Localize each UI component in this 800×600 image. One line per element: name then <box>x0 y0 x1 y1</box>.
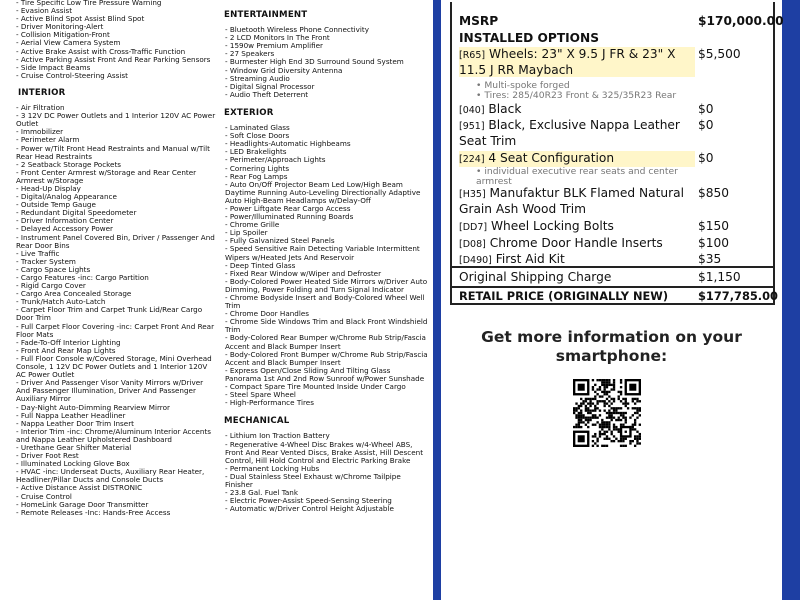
interior-item: - Urethane Gear Shifter Material <box>16 442 132 452</box>
entertainment-item: - Bluetooth Wireless Phone Connectivity <box>225 25 369 35</box>
entertainment-item: - Window Grid Diversity Antenna <box>225 65 343 75</box>
option-row <box>459 47 769 77</box>
msrp-label: MSRP <box>459 14 499 28</box>
mechanical-item: - Regenerative 4-Wheel Disc Brakes w/4-Wheel ABS, Front And Rear Vented Discs, Brake Assist, Hill Descent Control, Hill Hold Control and Electric Parking Brake <box>225 439 424 465</box>
interior-item: - Remote Releases -Inc: Hands-Free Access <box>16 507 171 517</box>
installed-options-title: INSTALLED OPTIONS <box>459 31 600 45</box>
interior-item: - Instrument Panel Covered Bin, Driver / Passenger And Rear Door Bins <box>16 232 215 250</box>
interior-item: - Day-Night Auto-Dimming Rearview Mirror <box>16 402 170 412</box>
option-name: 4 Seat Configuration <box>484 151 615 165</box>
entertainment-item: - 1590w Premium Amplifier <box>225 41 323 51</box>
option-name: Black, Exclusive Nappa Leather Seat Trim <box>459 118 680 148</box>
entertainment-feature-list <box>225 26 428 99</box>
exterior-item: - Body-Colored Power Heated Side Mirrors w/Driver Auto Dimming, Power Folding and Turn Signal Indicator <box>225 276 428 294</box>
exterior-item: - Chrome Side Windows Trim and Black Front Windshield Trim <box>225 317 428 335</box>
interior-item: - Driver And Passenger Visor Vanity Mirrors w/Driver And Passenger Illumination, Driver And Passenger Auxiliary Mirror <box>16 378 204 404</box>
interior-item: - Delayed Accessory Power <box>16 224 113 234</box>
feature-item: - Collision Mitigation-Front <box>16 30 110 40</box>
feature-item: - Active Parking Assist Front And Rear Parking Sensors <box>16 54 211 64</box>
options-panel-border <box>433 0 800 600</box>
feature-item: - Side Impact Beams <box>16 62 91 72</box>
exterior-item: - High-Performance Tires <box>225 398 314 408</box>
entertainment-heading: ENTERTAINMENT <box>224 10 308 20</box>
exterior-item: - Chrome Door Handles <box>225 309 310 319</box>
option-price: $100 <box>698 236 730 250</box>
options-panel <box>441 0 782 600</box>
option-label <box>459 219 695 235</box>
exterior-item: - Headlights-Automatic Highbeams <box>225 139 351 149</box>
option-price: $0 <box>698 102 714 116</box>
interior-item: - Power w/Tilt Front Head Restraints and Manual w/Tilt Rear Head Restraints <box>16 143 210 161</box>
exterior-item: - Compact Spare Tire Mounted Inside Under Cargo <box>225 382 406 392</box>
interior-heading: INTERIOR <box>18 87 66 98</box>
shipping-label: Original Shipping Charge <box>459 270 612 284</box>
option-price: $0 <box>698 151 714 165</box>
shipping-row <box>459 270 769 284</box>
option-code: [R65] <box>459 50 486 61</box>
retail-row <box>459 289 778 303</box>
exterior-item: - Laminated Glass <box>225 123 290 133</box>
interior-item: - Active Distance Assist DISTRONIC <box>16 483 143 493</box>
interior-item: - Cargo Features -inc: Cargo Partition <box>16 273 149 282</box>
retail-value: $177,785.00 <box>698 289 778 303</box>
exterior-feature-list <box>225 124 428 407</box>
interior-item: - Rigid Cargo Cover <box>16 281 86 291</box>
option-row <box>459 102 769 118</box>
exterior-item: - Body-Colored Rear Bumper w/Chrome Rub Strip/Fascia Accent and Black Bumper Insert <box>225 333 426 351</box>
interior-item: - HVAC -inc: Underseat Ducts, Auxiliary Rear Heater, Headliner/Pillar Ducts and Console Ducts <box>16 467 205 485</box>
option-row <box>459 219 769 235</box>
interior-item: - Outside Temp Gauge <box>16 200 96 210</box>
interior-item: - Tracker System <box>16 256 76 266</box>
exterior-item: - Speed Sensitive Rain Detecting Variable Intermittent Wipers w/Heated Jets And Reservoir <box>225 244 420 262</box>
interior-item: - Live Traffic <box>16 248 60 258</box>
option-price: $0 <box>698 118 714 132</box>
option-label <box>459 186 695 216</box>
entertainment-item: - 27 Speakers <box>225 49 275 59</box>
option-code: [DD7] <box>459 222 488 233</box>
option-row <box>459 186 769 216</box>
exterior-item: - Chrome Grille <box>225 220 280 230</box>
interior-item: - HomeLink Garage Door Transmitter <box>16 499 149 509</box>
entertainment-item: - Digital Signal Processor <box>225 81 315 91</box>
exterior-item: - Express Open/Close Sliding And Tilting Glass Panorama 1st And 2nd Row Sunroof w/Power Sunshade <box>225 365 425 383</box>
interior-item: - Front Center Armrest w/Storage and Rear Center Armrest w/Storage <box>16 167 197 185</box>
option-code: [H35] <box>459 189 486 200</box>
exterior-item: - Fixed Rear Window w/Wiper and Defroster <box>225 268 382 278</box>
exterior-item: - Fully Galvanized Steel Panels <box>225 236 335 246</box>
interior-item: - Redundant Digital Speedometer <box>16 208 137 218</box>
feature-item: - Active Blind Spot Assist Blind Spot <box>16 14 145 24</box>
entertainment-item: - 2 LCD Monitors In The Front <box>225 33 330 43</box>
feature-item: - Aerial View Camera System <box>16 38 121 48</box>
option-price: $150 <box>698 219 730 233</box>
exterior-item: - Auto On/Off Projector Beam Led Low/High Beam Daytime Running Auto-Leveling Directionally Adaptive Auto High-Beam Headlamps w/Delay-Off <box>225 179 421 205</box>
installed-options-box <box>450 2 784 305</box>
interior-item: - Driver Information Center <box>16 216 114 226</box>
interior-item: - Cruise Control <box>16 491 72 501</box>
sticker-column-left <box>16 0 216 600</box>
mechanical-item: - Automatic w/Driver Control Height Adjustable <box>225 504 394 514</box>
feature-item: - Evasion Assist <box>16 6 73 16</box>
option-row <box>459 151 769 167</box>
interior-item: - Front And Rear Map Lights <box>16 345 116 355</box>
shipping-value: $1,150 <box>698 270 741 284</box>
mechanical-item: - 23.8 Gal. Fuel Tank <box>225 488 299 498</box>
interior-item: - Fade-To-Off Interior Lighting <box>16 337 121 347</box>
mechanical-feature-list <box>225 432 428 513</box>
entertainment-item: - Burmester High End 3D Surround Sound System <box>225 57 404 67</box>
interior-item: - Head-Up Display <box>16 183 81 193</box>
interior-item: - 3 12V DC Power Outlets and 1 Interior 120V AC Power Outlet <box>16 111 216 129</box>
option-code: [D08] <box>459 239 486 250</box>
entertainment-item: - Audio Theft Deterrent <box>225 89 309 99</box>
feature-item: - Active Brake Assist with Cross-Traffic Function <box>16 46 186 56</box>
interior-item: - Carpet Floor Trim and Carpet Trunk Lid/Rear Cargo Door Trim <box>16 305 203 323</box>
msrp-row <box>459 14 784 28</box>
mechanical-heading: MECHANICAL <box>224 416 290 427</box>
option-detail: • Tires: 285/40R23 Front & 325/35R23 Rear <box>476 90 677 101</box>
exterior-item: - Soft Close Doors <box>225 131 290 141</box>
interior-item: - Full Floor Console w/Covered Storage, Mini Overhead Console, 1 12V DC Power Outlets and 1 Interior 120V AC Power Outlet <box>16 353 212 380</box>
option-label <box>459 118 695 148</box>
interior-item: - Full Carpet Floor Covering -inc: Carpet Front And Rear Floor Mats <box>16 321 215 339</box>
exterior-item: - Power Liftgate Rear Cargo Access <box>225 203 351 213</box>
entertainment-item: - Streaming Audio <box>225 73 290 83</box>
interior-item: - Cargo Space Lights <box>16 264 91 274</box>
interior-item: - Immobilizer <box>16 127 64 137</box>
option-price: $35 <box>698 252 722 266</box>
interior-item: - Trunk/Hatch Auto-Latch <box>16 297 106 307</box>
interior-feature-list <box>16 104 216 517</box>
option-name: Wheels: 23" X 9.5 J FR & 23" X 11.5 J RR Maybach <box>459 47 676 77</box>
exterior-item: - LED Brakelights <box>225 147 287 157</box>
shipping-divider <box>452 266 773 268</box>
option-price: $850 <box>698 186 730 200</box>
option-label <box>459 47 695 77</box>
option-code: [D490] <box>459 255 492 266</box>
interior-item: - 2 Seatback Storage Pockets <box>16 159 122 169</box>
exterior-item: - Power/Illuminated Running Boards <box>225 212 354 222</box>
option-name: Wheel Locking Bolts <box>487 219 614 233</box>
more-info-text: Get more information on your smartphone: <box>481 328 742 365</box>
interior-item: - Air Filtration <box>16 103 65 113</box>
interior-item: - Driver Foot Rest <box>16 451 79 461</box>
safety-feature-list <box>16 0 216 80</box>
option-name: Black <box>484 102 522 116</box>
option-label <box>459 236 695 252</box>
exterior-item: - Chrome Bodyside Insert and Body-Colored Wheel Well Trim <box>225 293 425 311</box>
interior-item: - Interior Trim -inc: Chrome/Aluminum Interior Accents and Nappa Leather Upholstered Dashboard <box>16 426 211 444</box>
exterior-item: - Rear Fog Lamps <box>225 171 288 181</box>
interior-item: - Nappa Leather Door Trim Insert <box>16 418 134 428</box>
mechanical-item: - Lithium Ion Traction Battery <box>225 431 330 441</box>
option-detail: • Multi-spoke forged <box>476 80 570 91</box>
feature-item: - Cruise Control-Steering Assist <box>16 70 128 80</box>
exterior-item: - Perimeter/Approach Lights <box>225 155 326 165</box>
msrp-value: $170,000.00 <box>698 14 784 28</box>
interior-item: - Digital/Analog Appearance <box>16 192 117 202</box>
option-name: First Aid Kit <box>491 252 565 266</box>
option-price: $5,500 <box>698 47 741 61</box>
qr-code-icon[interactable] <box>573 379 641 447</box>
interior-item: - Perimeter Alarm <box>16 135 80 145</box>
mechanical-item: - Permanent Locking Hubs <box>225 463 320 473</box>
exterior-item: - Lip Spoiler <box>225 228 268 238</box>
exterior-heading: EXTERIOR <box>224 107 274 118</box>
interior-item: - Cargo Area Concealed Storage <box>16 289 132 299</box>
option-code: [040] <box>459 105 485 116</box>
option-name: Chrome Door Handle Inserts <box>485 236 663 250</box>
option-code: [951] <box>459 121 485 132</box>
option-row <box>459 118 769 148</box>
interior-item: - Illuminated Locking Glove Box <box>16 459 130 469</box>
mechanical-item: - Dual Stainless Steel Exhaust w/Chrome Tailpipe Finisher <box>225 471 401 489</box>
option-detail: • individual executive rear seats and center armrest <box>476 166 678 187</box>
mechanical-item: - Electric Power-Assist Speed-Sensing Steering <box>225 496 392 506</box>
option-code: [224] <box>459 154 485 165</box>
option-label <box>459 151 695 167</box>
option-name: Manufaktur BLK Flamed Natural Grain Ash Wood Trim <box>459 186 684 216</box>
sticker-column-middle <box>222 0 428 600</box>
exterior-item: - Cornering Lights <box>225 163 290 173</box>
exterior-item: - Body-Colored Front Bumper w/Chrome Rub Strip/Fascia Accent and Black Bumper Insert <box>225 349 428 367</box>
retail-divider <box>452 286 773 288</box>
option-label <box>459 102 695 118</box>
feature-item: - Tire Specific Low Tire Pressure Warning <box>16 0 162 7</box>
exterior-item: - Steel Spare Wheel <box>225 390 296 400</box>
exterior-item: - Deep Tinted Glass <box>225 260 296 270</box>
feature-item: - Driver Monitoring-Alert <box>16 22 104 32</box>
interior-item: - Full Nappa Leather Headliner <box>16 410 126 420</box>
option-row <box>459 236 769 252</box>
retail-label: RETAIL PRICE (ORIGINALLY NEW) <box>459 289 669 303</box>
